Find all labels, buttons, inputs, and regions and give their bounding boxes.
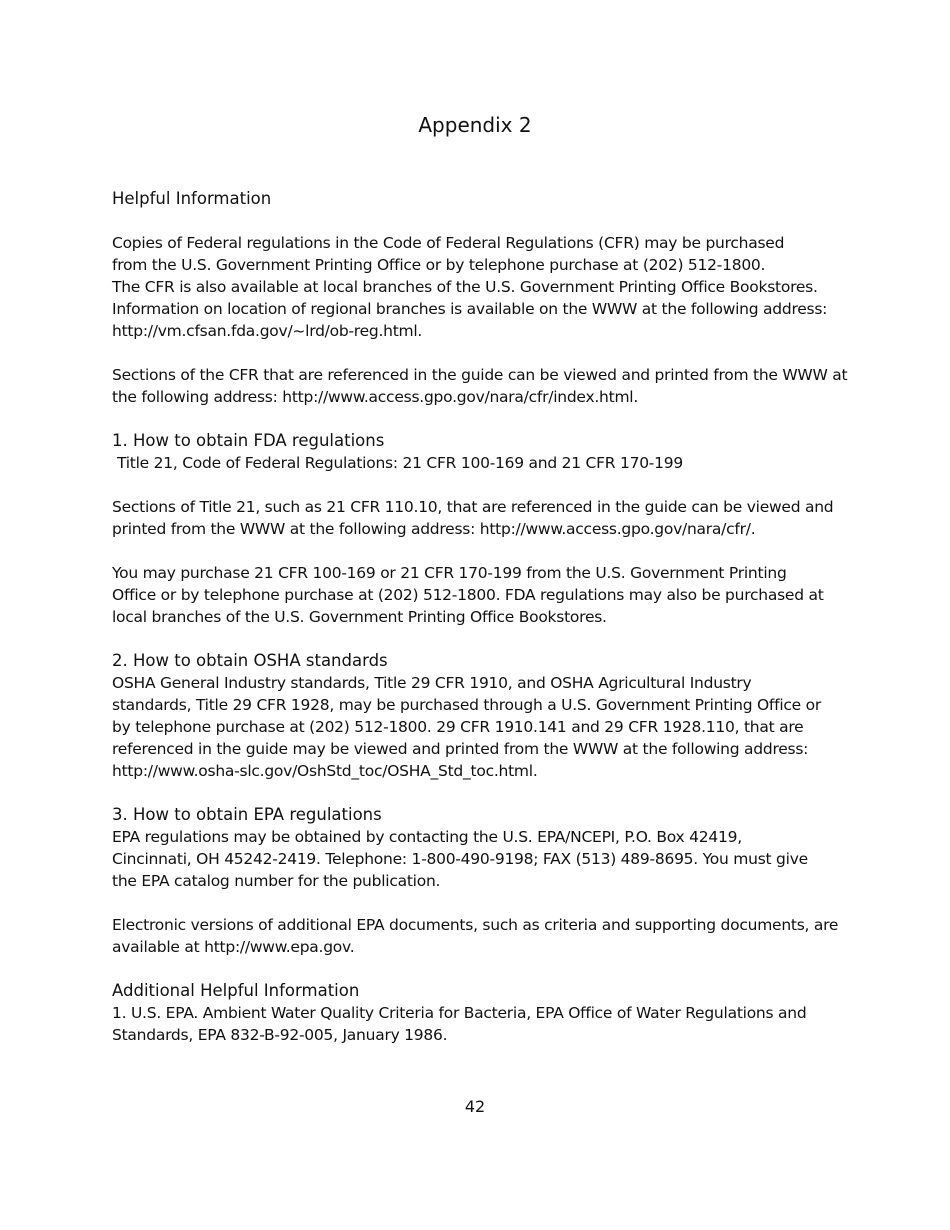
text-line: You may purchase 21 CFR 100-169 or 21 CFR 170-199 from the U.S. Government Printing [112,564,787,582]
section-helpful-heading [112,188,852,210]
section-heading: 3. How to obtain EPA regulations [112,805,382,824]
paragraph-cfr-www [112,364,852,408]
section-fda [112,430,852,474]
section-heading: 2. How to obtain OSHA standards [112,651,388,670]
text-line: http://vm.cfsan.fda.gov/~lrd/ob-reg.html. [112,322,423,340]
text-line: referenced in the guide may be viewed and printed from the WWW at the following address: [112,740,809,758]
reference-item: 1. U.S. EPA. Ambient Water Quality Criteria for Bacteria, EPA Office of Water Regulations and [112,1004,807,1022]
section-epa [112,804,852,892]
text-line: the following address: http://www.access.gpo.gov/nara/cfr/index.html. [112,388,639,406]
text-line: Information on location of regional branches is available on the WWW at the following address: [112,300,828,318]
paragraph-fda-purchase [112,562,852,628]
text-line: Cincinnati, OH 45242-2419. Telephone: 1-800-490-9198; FAX (513) 489-8695. You must give [112,850,808,868]
text-line: Copies of Federal regulations in the Code of Federal Regulations (CFR) may be purchased [112,234,785,252]
section-heading: Additional Helpful Information [112,981,360,1000]
text-line: OSHA General Industry standards, Title 29 CFR 1910, and OSHA Agricultural Industry [112,674,752,692]
section-osha [112,650,852,782]
text-line: available at http://www.epa.gov. [112,938,355,956]
section-additional [112,980,852,1046]
text-line: Electronic versions of additional EPA documents, such as criteria and supporting documents, are [112,916,839,934]
paragraph-epa-electronic [112,914,852,958]
text-line: Sections of Title 21, such as 21 CFR 110.10, that are referenced in the guide can be viewed and [112,498,834,516]
text-line: printed from the WWW at the following address: http://www.access.gpo.gov/nara/cfr/. [112,520,756,538]
text-line: Sections of the CFR that are referenced in the guide can be viewed and printed from the WWW at [112,366,848,384]
text-line: The CFR is also available at local branches of the U.S. Government Printing Office Bookstores. [112,278,818,296]
text-line: EPA regulations may be obtained by contacting the U.S. EPA/NCEPI, P.O. Box 42419, [112,828,742,846]
text-line: Office or by telephone purchase at (202) 512-1800. FDA regulations may also be purchased at [112,586,824,604]
section-heading: 1. How to obtain FDA regulations [112,431,385,450]
page-title: Appendix 2 [418,113,532,137]
paragraph-fda-www [112,496,852,540]
paragraph-cfr-purchase [112,232,852,342]
document-body [112,188,852,1068]
text-line: local branches of the U.S. Government Printing Office Bookstores. [112,608,607,626]
text-line: by telephone purchase at (202) 512-1800. 29 CFR 1910.141 and 29 CFR 1928.110, that are [112,718,804,736]
section-subtitle: Title 21, Code of Federal Regulations: 21 CFR 100-169 and 21 CFR 170-199 [117,454,683,472]
section-heading: Helpful Information [112,189,272,208]
text-line: standards, Title 29 CFR 1928, may be purchased through a U.S. Government Printing Office or [112,696,821,714]
text-line: http://www.osha-slc.gov/OshStd_toc/OSHA_Std_toc.html. [112,762,538,780]
text-line: the EPA catalog number for the publication. [112,872,441,890]
page-number: 42 [464,1097,486,1116]
text-line: from the U.S. Government Printing Office or by telephone purchase at (202) 512-1800. [112,256,766,274]
reference-item: Standards, EPA 832-B-92-005, January 1986. [112,1026,448,1044]
